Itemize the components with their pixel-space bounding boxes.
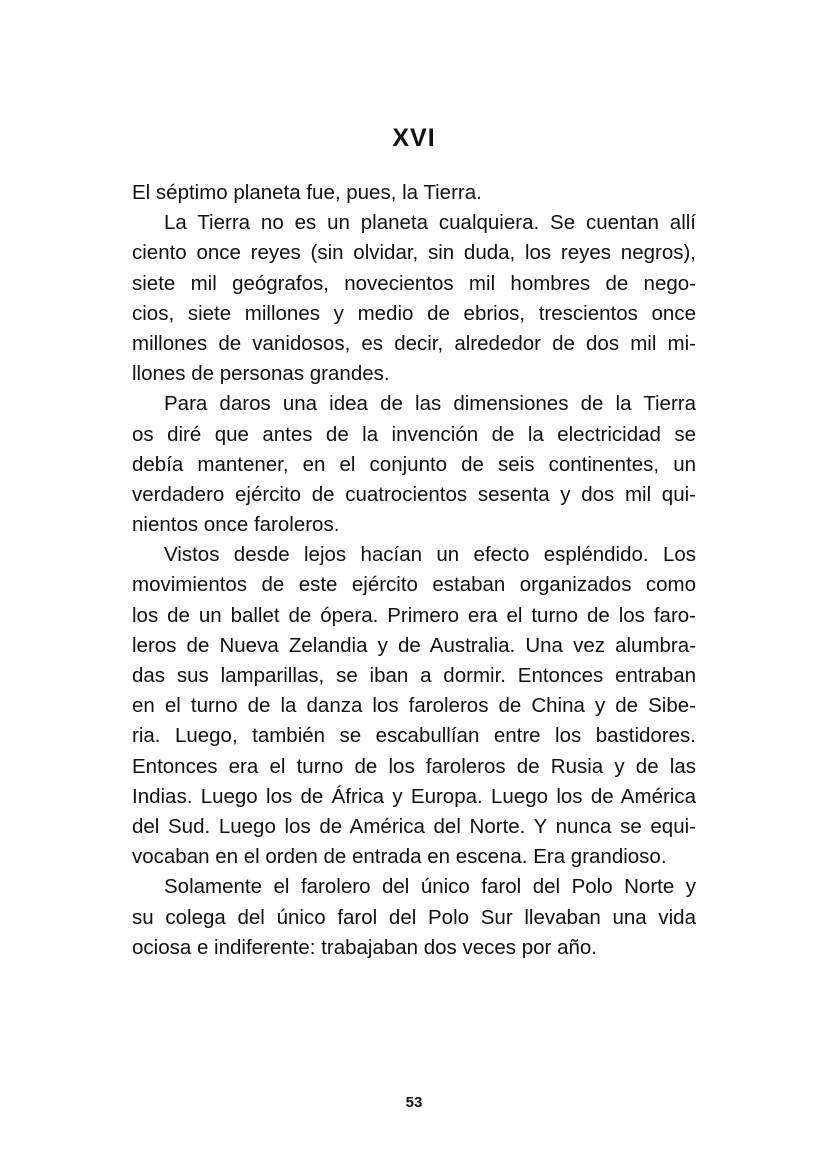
paragraph-5-line-1: Solamente el farolero del único farol del Polo Norte y xyxy=(164,875,696,899)
paragraph-5-line-2: su colega del único farol del Polo Sur llevaban una vida xyxy=(132,905,696,929)
paragraph-4-line-8: Entonces era el turno de los faroleros de Rusia y de las xyxy=(132,754,696,778)
paragraph-4-line-2: movimientos de este ejército estaban organizados como xyxy=(132,573,696,597)
paragraph-2-line-1: La Tierra no es un planeta cualquiera. Se cuentan allí xyxy=(164,211,696,235)
paragraph-4-line-6: en el turno de la danza los faroleros de China y de Sibe- xyxy=(132,694,696,718)
paragraph-3-line-2: os diré que antes de la invención de la electricidad se xyxy=(132,422,696,446)
paragraph-3-line-1: Para daros una idea de las dimensiones de la Tierra xyxy=(164,392,696,416)
page-number: 53 xyxy=(405,1094,423,1111)
paragraph-3-line-3: debía mantener, en el conjunto de seis continentes, un xyxy=(132,452,696,476)
chapter-body xyxy=(132,178,696,963)
paragraph-3-line-5: nientos once faroleros. xyxy=(132,513,340,537)
paragraph-3-line-4: verdadero ejército de cuatrocientos sesenta y dos mil qui- xyxy=(132,482,696,506)
paragraph-4-line-7: ria. Luego, también se escabullían entre los bastidores. xyxy=(132,724,696,748)
paragraph-4-line-4: leros de Nueva Zelandia y de Australia. Una vez alumbra- xyxy=(132,633,696,657)
paragraph-4-line-10: del Sud. Luego los de América del Norte. Y nunca se equi- xyxy=(132,814,696,838)
paragraph-5-line-3: ociosa e indiferente: trabajaban dos veces por año. xyxy=(132,935,597,959)
paragraph-1-line-1: El séptimo planeta fue, pues, la Tierra. xyxy=(132,181,482,204)
chapter-title: XVI xyxy=(392,124,436,152)
paragraph-2-line-5: millones de vanidosos, es decir, alrededor de dos mil mi- xyxy=(132,331,696,355)
paragraph-4-line-9: Indias. Luego los de África y Europa. Luego los de América xyxy=(132,784,696,808)
paragraph-2-line-6: llones de personas grandes. xyxy=(132,362,390,386)
paragraph-4-line-1: Vistos desde lejos hacían un efecto espléndido. Los xyxy=(164,543,696,567)
paragraph-2-line-4: cios, siete millones y medio de ebrios, trescientos once xyxy=(132,301,696,325)
paragraph-4-line-11: vocaban en el orden de entrada en escena. Era grandioso. xyxy=(132,845,667,869)
paragraph-2-line-3: siete mil geógrafos, novecientos mil hombres de nego- xyxy=(132,271,696,295)
paragraph-4-line-3: los de un ballet de ópera. Primero era el turno de los faro- xyxy=(132,603,696,627)
paragraph-4-line-5: das sus lamparillas, se iban a dormir. Entonces entraban xyxy=(132,664,696,687)
paragraph-2-line-2: ciento once reyes (sin olvidar, sin duda, los reyes negros), xyxy=(132,241,696,265)
